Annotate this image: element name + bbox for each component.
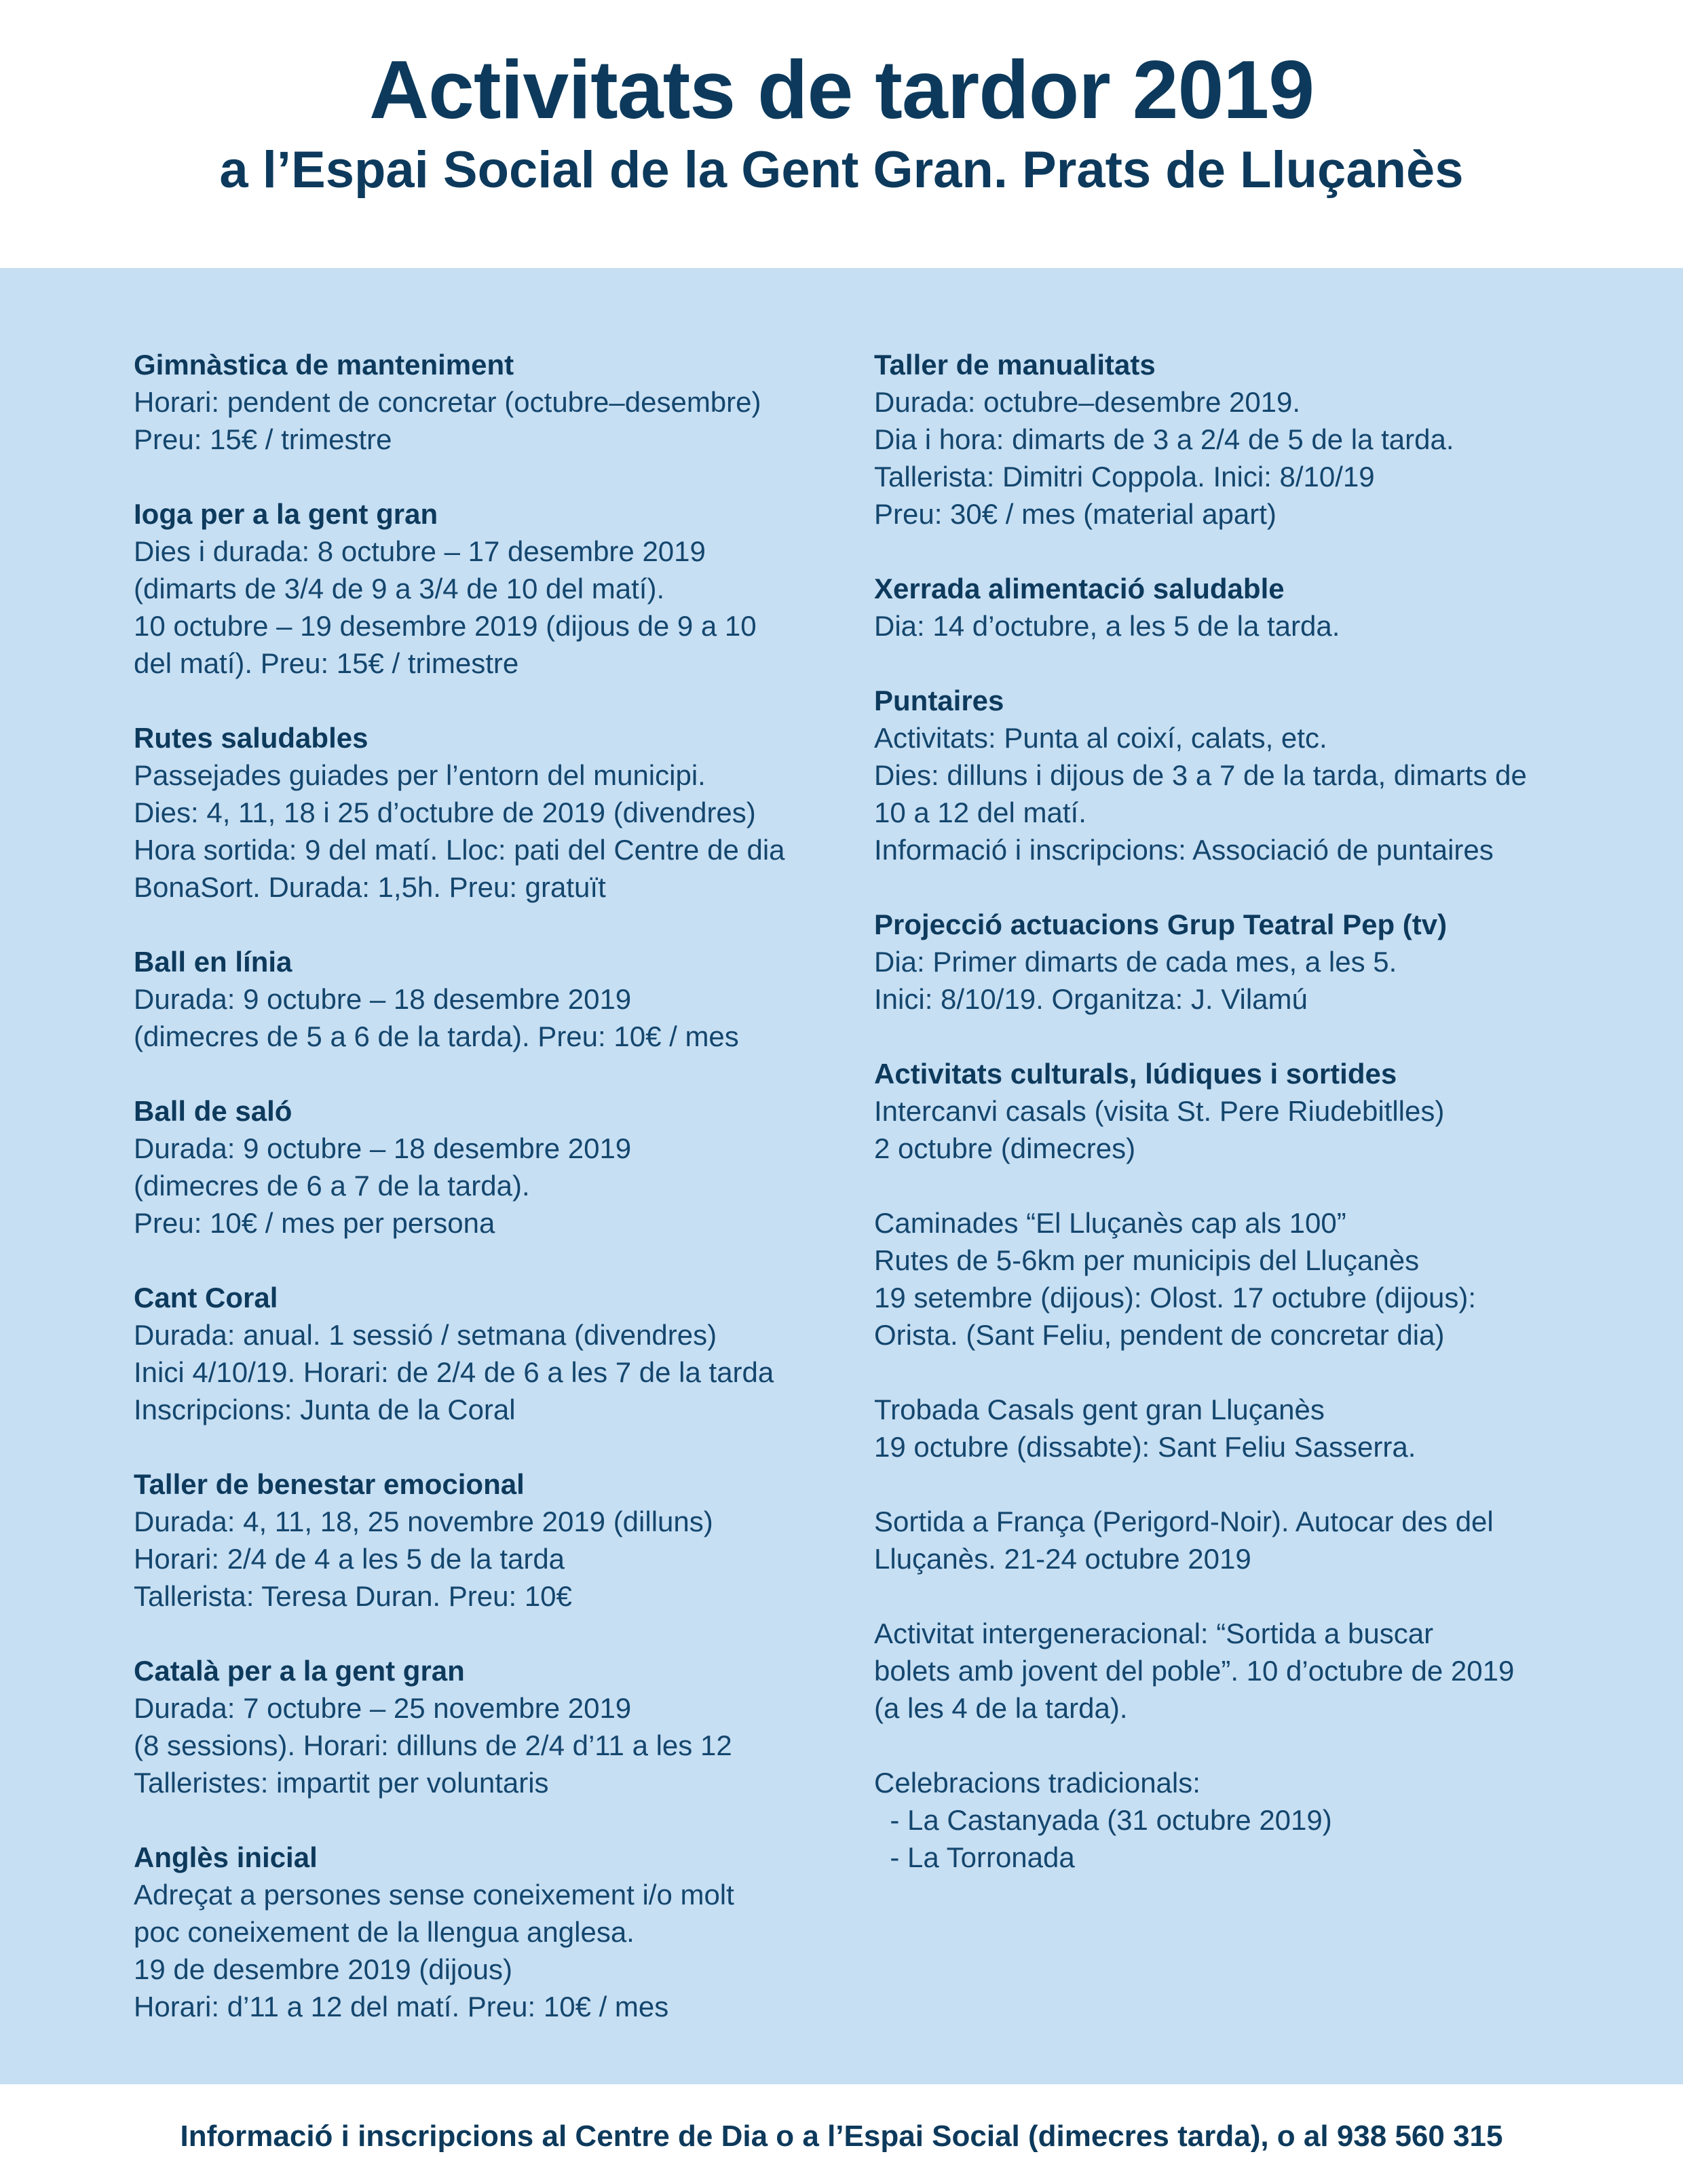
activity-heading: Puntaires (874, 685, 1004, 716)
right-column (874, 346, 1634, 1913)
cultural-activity-line: Rutes de 5-6km per municipis del Lluçanès (874, 1244, 1420, 1276)
activity-projeccio-actuacions-grup-teatral-pep-tv (874, 906, 1634, 1018)
activity-heading: Activitats culturals, lúdiques i sortides (874, 1058, 1397, 1090)
activity-detail-line: Dia: Primer dimarts de cada mes, a les 5. (874, 946, 1397, 978)
cultural-activity-block (874, 1764, 1634, 1876)
activity-heading: Anglès inicial (134, 1841, 318, 1873)
activity-detail-line: 2 octubre (dimecres) (874, 1132, 1136, 1164)
activity-detail-line: (dimecres de 6 a 7 de la tarda). (134, 1170, 530, 1202)
activity-taller-de-benestar-emocional (134, 1465, 846, 1615)
activity-puntaires (874, 682, 1634, 868)
activity-detail-line: Horari: 2/4 de 4 a les 5 de la tarda (134, 1543, 565, 1575)
activity-detail-line: Preu: 10€ / mes per persona (134, 1207, 495, 1239)
activity-detail-line: poc coneixement de la llengua anglesa. (134, 1916, 635, 1948)
cultural-activity-line: Sortida a França (Perigord-Noir). Autocar des del (874, 1506, 1494, 1537)
activity-detail-line: Activitats: Punta al coixí, calats, etc. (874, 722, 1327, 754)
activity-heading: Ioga per a la gent gran (134, 498, 438, 530)
activity-heading: Xerrada alimentació saludable (874, 573, 1285, 605)
activity-detail-line: del matí). Preu: 15€ / trimestre (134, 647, 519, 679)
activity-detail-line: Durada: anual. 1 sessió / setmana (divendres) (134, 1319, 717, 1351)
activity-detail-line: Horari: d’11 a 12 del matí. Preu: 10€ / mes (134, 1991, 669, 2023)
activity-detail-line: Horari: pendent de concretar (octubre–desembre) (134, 386, 761, 418)
cultural-activity-line: Orista. (Sant Feliu, pendent de concretar dia) (874, 1319, 1445, 1351)
activity-heading: Taller de benestar emocional (134, 1468, 525, 1500)
activity-detail-line: Passejades guiades per l’entorn del municipi. (134, 759, 706, 791)
activity-detail-line: Dies i durada: 8 octubre – 17 desembre 2019 (134, 535, 706, 567)
cultural-activity-line: Caminades “El Lluçanès cap als 100” (874, 1207, 1346, 1239)
activity-angles-inicial (134, 1839, 846, 2025)
page-header (0, 0, 1683, 268)
activity-heading: Ball de saló (134, 1095, 292, 1127)
cultural-activity-block (874, 1503, 1634, 1577)
activity-detail-line: 10 a 12 del matí. (874, 797, 1086, 828)
activity-heading: Gimnàstica de manteniment (134, 349, 514, 381)
activity-detail-line: (8 sessions). Horari: dilluns de 2/4 d’11 a les 12 (134, 1729, 732, 1761)
footer (0, 2084, 1683, 2184)
activity-activitats-culturals-ludiques-i-sortides (874, 1055, 1634, 1167)
activity-heading: Català per a la gent gran (134, 1655, 465, 1687)
activity-detail-line: Preu: 30€ / mes (material apart) (874, 498, 1277, 530)
cultural-activity-line: Lluçanès. 21-24 octubre 2019 (874, 1543, 1251, 1575)
cultural-activity-line: 19 setembre (dijous): Olost. 17 octubre (dijous): (874, 1282, 1477, 1314)
activity-gimnastica-de-manteniment (134, 346, 846, 458)
activity-detail-line: Intercanvi casals (visita St. Pere Riudebitlles) (874, 1095, 1445, 1127)
activities-panel (0, 268, 1683, 2084)
cultural-activity-line: (a les 4 de la tarda). (874, 1692, 1128, 1724)
activity-xerrada-alimentacio-saludable (874, 570, 1634, 645)
activity-detail-line: Informació i inscripcions: Associació de puntaires (874, 834, 1494, 866)
activity-detail-line: Durada: 7 octubre – 25 novembre 2019 (134, 1692, 632, 1724)
activity-detail-line: (dimarts de 3/4 de 9 a 3/4 de 10 del matí). (134, 573, 665, 605)
activity-catala-per-a-la-gent-gran (134, 1652, 846, 1801)
cultural-activity-block (874, 1204, 1634, 1354)
activity-detail-line: Dia: 14 d’octubre, a les 5 de la tarda. (874, 610, 1340, 642)
activity-detail-line: BonaSort. Durada: 1,5h. Preu: gratuït (134, 871, 606, 903)
activity-detail-line: Tallerista: Teresa Duran. Preu: 10€ (134, 1580, 572, 1612)
cultural-activity-block (874, 1615, 1634, 1727)
activity-detail-line: Dies: 4, 11, 18 i 25 d’octubre de 2019 (divendres) (134, 797, 756, 828)
activity-detail-line: Inici: 8/10/19. Organitza: J. Vilamú (874, 983, 1308, 1015)
footer-contact-text: Informació i inscripcions al Centre de Dia o a l’Espai Social (dimecres tarda), o al 938 560 315 (180, 2120, 1503, 2153)
activity-detail-line: Hora sortida: 9 del matí. Lloc: pati del Centre de dia (134, 834, 785, 866)
activity-ball-de-salo (134, 1092, 846, 1242)
cultural-activity-line: - La Torronada (874, 1841, 1075, 1873)
activity-detail-line: Adreçat a persones sense coneixement i/o molt (134, 1879, 734, 1911)
activity-detail-line: Durada: 9 octubre – 18 desembre 2019 (134, 1132, 632, 1164)
activity-ioga-per-a-la-gent-gran (134, 495, 846, 682)
activity-detail-line: (dimecres de 5 a 6 de la tarda). Preu: 10€ / mes (134, 1020, 739, 1052)
activity-heading: Ball en línia (134, 946, 292, 978)
activity-rutes-saludables (134, 719, 846, 906)
activity-detail-line: Dies: dilluns i dijous de 3 a 7 de la tarda, dimarts de (874, 759, 1527, 791)
cultural-activity-line: Celebracions tradicionals: (874, 1767, 1200, 1799)
activity-heading: Projecció actuacions Grup Teatral Pep (tv) (874, 908, 1448, 940)
activity-cant-coral (134, 1279, 846, 1428)
activity-detail-line: 19 de desembre 2019 (dijous) (134, 1953, 513, 1985)
activity-ball-en-linia (134, 943, 846, 1055)
activity-detail-line: Durada: octubre–desembre 2019. (874, 386, 1301, 418)
activity-heading: Cant Coral (134, 1282, 278, 1314)
activity-detail-line: Preu: 15€ / trimestre (134, 423, 392, 455)
page-subtitle: a l’Espai Social de la Gent Gran. Prats de Lluçanès (219, 141, 1464, 199)
left-column (134, 346, 846, 2063)
activity-heading: Rutes saludables (134, 722, 368, 754)
cultural-activity-line: - La Castanyada (31 octubre 2019) (874, 1804, 1332, 1836)
cultural-activity-line: Activitat intergeneracional: “Sortida a buscar (874, 1617, 1434, 1649)
activity-detail-line: Durada: 9 octubre – 18 desembre 2019 (134, 983, 632, 1015)
cultural-activity-line: 19 octubre (dissabte): Sant Feliu Sasserra. (874, 1431, 1416, 1463)
activity-detail-line: Inscripcions: Junta de la Coral (134, 1394, 516, 1425)
activity-detail-line: Durada: 4, 11, 18, 25 novembre 2019 (dilluns) (134, 1506, 713, 1537)
cultural-activity-line: Trobada Casals gent gran Lluçanès (874, 1394, 1325, 1425)
cultural-activity-line: bolets amb jovent del poble”. 10 d’octubre de 2019 (874, 1655, 1515, 1687)
activity-heading: Taller de manualitats (874, 349, 1156, 381)
activity-detail-line: 10 octubre – 19 desembre 2019 (dijous de 9 a 10 (134, 610, 757, 642)
cultural-activity-block (874, 1391, 1634, 1465)
activity-detail-line: Inici 4/10/19. Horari: de 2/4 de 6 a les 7 de la tarda (134, 1356, 774, 1388)
page-title: Activitats de tardor 2019 (368, 43, 1315, 136)
activity-detail-line: Talleristes: impartit per voluntaris (134, 1767, 549, 1799)
activity-taller-de-manualitats (874, 346, 1634, 533)
activity-detail-line: Dia i hora: dimarts de 3 a 2/4 de 5 de la tarda. (874, 423, 1454, 455)
activity-detail-line: Tallerista: Dimitri Coppola. Inici: 8/10/19 (874, 461, 1375, 493)
